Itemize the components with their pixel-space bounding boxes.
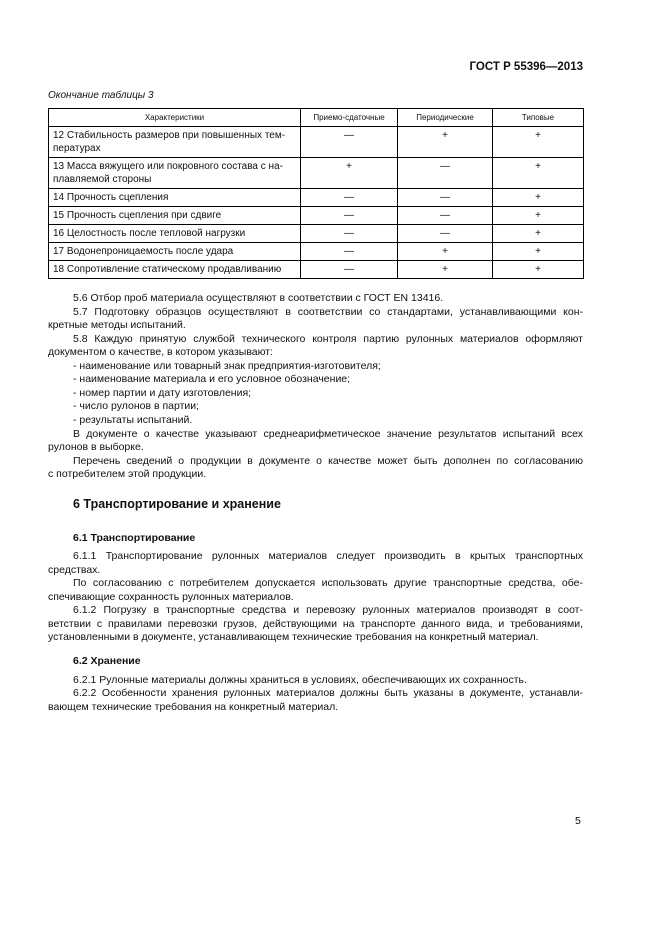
table-row bbox=[49, 225, 584, 243]
row-value: — bbox=[301, 225, 398, 243]
row-value: — bbox=[301, 261, 398, 279]
table-row bbox=[49, 158, 584, 189]
row-value: — bbox=[301, 207, 398, 225]
row-value: + bbox=[493, 207, 584, 225]
table-row bbox=[49, 207, 584, 225]
text-line: По согласованию с потребителем допускается использовать другие транспортные средства, обе- bbox=[73, 577, 583, 589]
row-value: + bbox=[398, 243, 493, 261]
row-value: + bbox=[493, 127, 584, 158]
subsection-heading: 6.1 Транспортирование bbox=[73, 532, 196, 544]
text-line: спечивающие сохранность рулонных материалов. bbox=[48, 591, 294, 603]
document-id: ГОСТ Р 55396—2013 bbox=[469, 61, 583, 73]
row-characteristic: 17 Водонепроницаемость после удара bbox=[49, 243, 301, 261]
text-line: 5.8 Каждую принятую службой технического контроля партию рулонных материалов оформляют bbox=[73, 333, 583, 345]
text-line: 6.1.2 Погрузку в транспортные средства и перевозку рулонных материалов производят в соот- bbox=[73, 604, 583, 616]
text-line: установленными в документе, устанавливающем технические требования на конкретный материал. bbox=[48, 631, 539, 643]
test-table bbox=[48, 108, 584, 279]
col-header: Приемо-сдаточные bbox=[301, 109, 398, 127]
page-number: 5 bbox=[575, 815, 581, 827]
row-value: — bbox=[301, 189, 398, 207]
text-line: - номер партии и дату изготовления; bbox=[73, 387, 252, 399]
text-line: 6.2.1 Рулонные материалы должны храниться в условиях, обеспечивающих их сохранность. bbox=[73, 674, 527, 686]
text-line: с потребителем этой продукции. bbox=[48, 468, 207, 480]
row-characteristic: 16 Целостность после тепловой нагрузки bbox=[49, 225, 301, 243]
row-characteristic: 12 Стабильность размеров при повышенных тем- пературах bbox=[49, 127, 301, 158]
col-header: Характеристики bbox=[49, 109, 301, 127]
row-value: — bbox=[398, 225, 493, 243]
table-row bbox=[49, 261, 584, 279]
text-line: вающем технические требования на конкретный материал. bbox=[48, 701, 339, 713]
row-value: + bbox=[493, 261, 584, 279]
row-value: — bbox=[301, 127, 398, 158]
row-value: — bbox=[398, 207, 493, 225]
row-characteristic: 13 Масса вяжущего или покровного состава с на- плавляемой стороны bbox=[49, 158, 301, 189]
row-characteristic: 15 Прочность сцепления при сдвиге bbox=[49, 207, 301, 225]
text-line: Перечень сведений о продукции в документе о качестве может быть дополнен по согласованию bbox=[73, 455, 583, 467]
row-value: — bbox=[398, 189, 493, 207]
text-line: ветствии с правилами перевозки грузов, действующими на транспорте данного вида, и требованиями, bbox=[48, 618, 583, 630]
row-value: — bbox=[301, 243, 398, 261]
text-line: В документе о качестве указывают среднеарифметическое значение результатов испытаний всех bbox=[73, 428, 583, 440]
text-line: - наименование материала и его условное обозначение; bbox=[73, 373, 351, 385]
row-value: + bbox=[398, 261, 493, 279]
table-caption: Окончание таблицы 3 bbox=[48, 90, 154, 101]
row-characteristic: 18 Сопротивление статическому продавливанию bbox=[49, 261, 301, 279]
text-line: - число рулонов в партии; bbox=[73, 400, 200, 412]
row-value: + bbox=[493, 158, 584, 189]
text-line: 5.7 Подготовку образцов осуществляют в соответствии со стандартами, устанавливающими кон- bbox=[73, 306, 583, 318]
section-heading: 6 Транспортирование и хранение bbox=[73, 497, 281, 511]
text-line: 5.6 Отбор проб материала осуществляют в соответствии с ГОСТ EN 13416. bbox=[73, 292, 444, 304]
table-row bbox=[49, 189, 584, 207]
text-line: рулонов в выборке. bbox=[48, 441, 144, 453]
table-header-row bbox=[49, 109, 584, 127]
text-line: - результаты испытаний. bbox=[73, 414, 193, 426]
row-value: + bbox=[493, 225, 584, 243]
text-line: 6.1.1 Транспортирование рулонных материалов следует производить в крытых транспортных bbox=[73, 550, 583, 562]
row-value: + bbox=[398, 127, 493, 158]
row-value: + bbox=[301, 158, 398, 189]
text-line: документом о качестве, в котором указывают: bbox=[48, 346, 274, 358]
text-line: средствах. bbox=[48, 564, 101, 576]
text-line: 6.2.2 Особенности хранения рулонных материалов должны быть указаны в документе, устанавли- bbox=[73, 687, 583, 699]
row-characteristic: 14 Прочность сцепления bbox=[49, 189, 301, 207]
text-line: - наименование или товарный знак предприятия-изготовителя; bbox=[73, 360, 381, 372]
row-value: + bbox=[493, 189, 584, 207]
subsection-heading: 6.2 Хранение bbox=[73, 655, 141, 667]
row-value: + bbox=[493, 243, 584, 261]
table-row bbox=[49, 127, 584, 158]
table-row bbox=[49, 243, 584, 261]
col-header: Периодические bbox=[398, 109, 493, 127]
col-header: Типовые bbox=[493, 109, 584, 127]
row-value: — bbox=[398, 158, 493, 189]
text-line: кретные методы испытаний. bbox=[48, 319, 186, 331]
